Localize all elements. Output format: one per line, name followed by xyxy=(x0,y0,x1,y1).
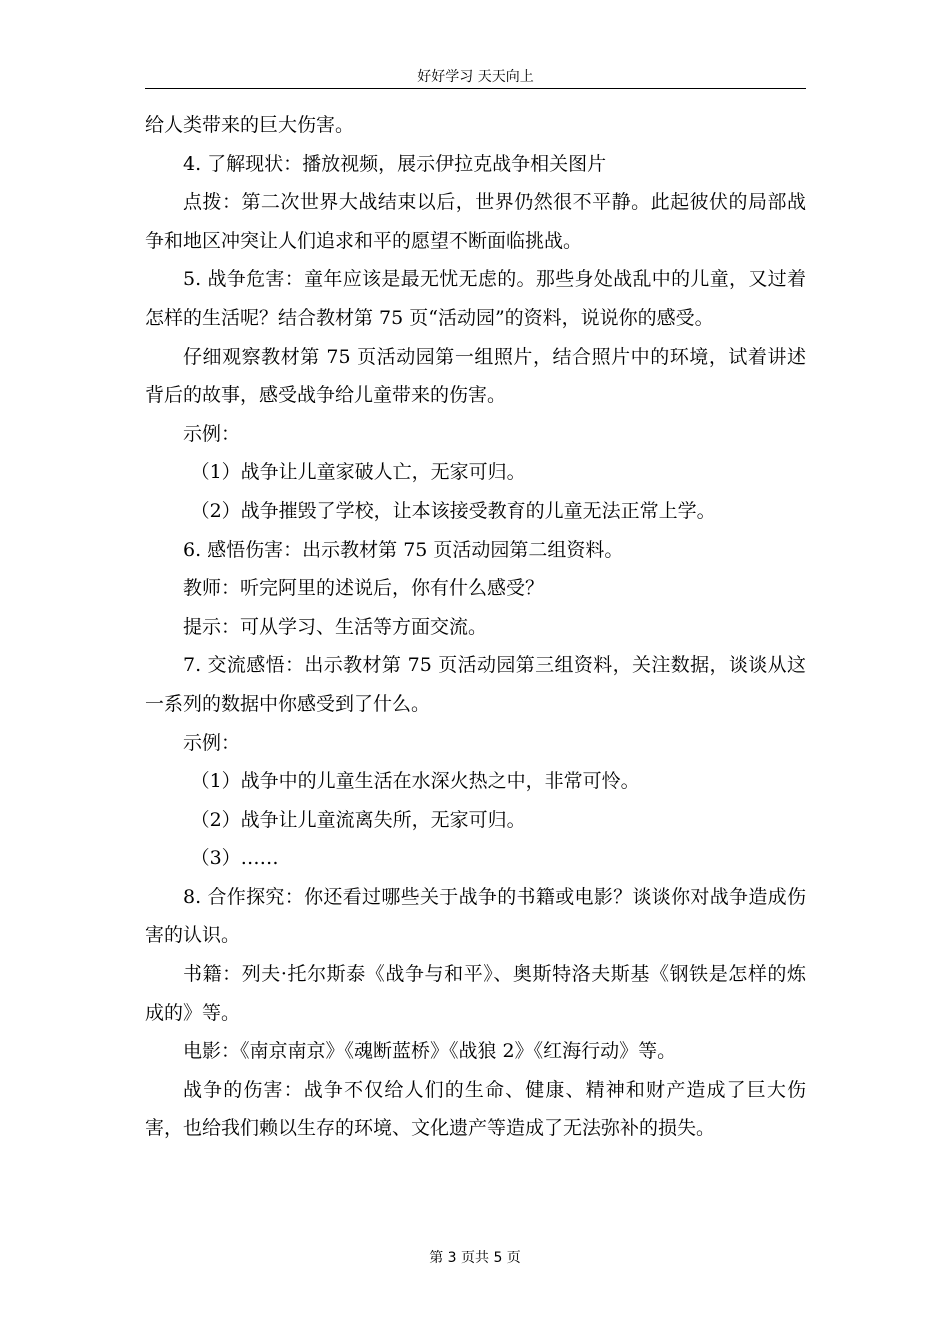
paragraph: 4. 了解现状：播放视频，展示伊拉克战争相关图片 xyxy=(183,152,607,175)
paragraph: 给人类带来的巨大伤害。 xyxy=(145,114,355,136)
paragraph: 提示：可从学习、生活等方面交流。 xyxy=(183,615,488,638)
paragraph: 战争的伤害：战争不仅给人们的生命、健康、精神和财产造成了巨大伤害，也给我们赖以生存的环境、文化遗产等造成了无法弥补的损失。 xyxy=(145,1078,806,1140)
paragraph: 6. 感悟伤害：出示教材第 75 页活动园第二组资料。 xyxy=(183,538,624,561)
paragraph: 点拨：第二次世界大战结束以后，世界仍然很不平静。此起彼伏的局部战争和地区冲突让人们追求和平的愿望不断面临挑战。 xyxy=(145,191,806,252)
paragraph: 8. 合作探究：你还看过哪些关于战争的书籍或电影？谈谈你对战争造成伤害的认识。 xyxy=(145,885,806,947)
paragraph: 教师：听完阿里的述说后，你有什么感受？ xyxy=(183,577,545,600)
page-footer: 第 3 页共 5 页 xyxy=(429,1250,521,1266)
list-item: （3）…… xyxy=(190,847,279,870)
list-item: （1）战争让儿童家破人亡，无家可归。 xyxy=(190,461,526,484)
paragraph: 电影：《南京南京》《魂断蓝桥》《战狼 2》《红海行动》等。 xyxy=(183,1040,677,1063)
paragraph: 7. 交流感悟：出示教材第 75 页活动园第三组资料，关注数据，谈谈从这一系列的数据中你感受到了什么。 xyxy=(145,654,806,715)
list-item: （2）战争摧毁了学校，让本该接受教育的儿童无法正常上学。 xyxy=(190,499,716,522)
paragraph: 示例： xyxy=(183,422,241,445)
page-header: 好好学习 天天向上 xyxy=(145,66,806,89)
list-item: （2）战争让儿童流离失所，无家可归。 xyxy=(190,808,526,831)
paragraph: 书籍：列夫·托尔斯泰《战争与和平》、奥斯特洛夫斯基《钢铁是怎样的炼成的》等。 xyxy=(145,963,806,1024)
paragraph: 示例： xyxy=(183,731,241,754)
document-body xyxy=(145,106,806,1148)
list-item: （1）战争中的儿童生活在水深火热之中，非常可怜。 xyxy=(190,770,640,793)
paragraph: 5. 战争危害：童年应该是最无忧无虑的。那些身处战乱中的儿童，又过着怎样的生活呢？结合教材第 75 页“活动园”的资料，说说你的感受。 xyxy=(145,268,806,329)
paragraph: 仔细观察教材第 75 页活动园第一组照片，结合照片中的环境，试着讲述背后的故事，感受战争给儿童带来的伤害。 xyxy=(145,345,806,407)
